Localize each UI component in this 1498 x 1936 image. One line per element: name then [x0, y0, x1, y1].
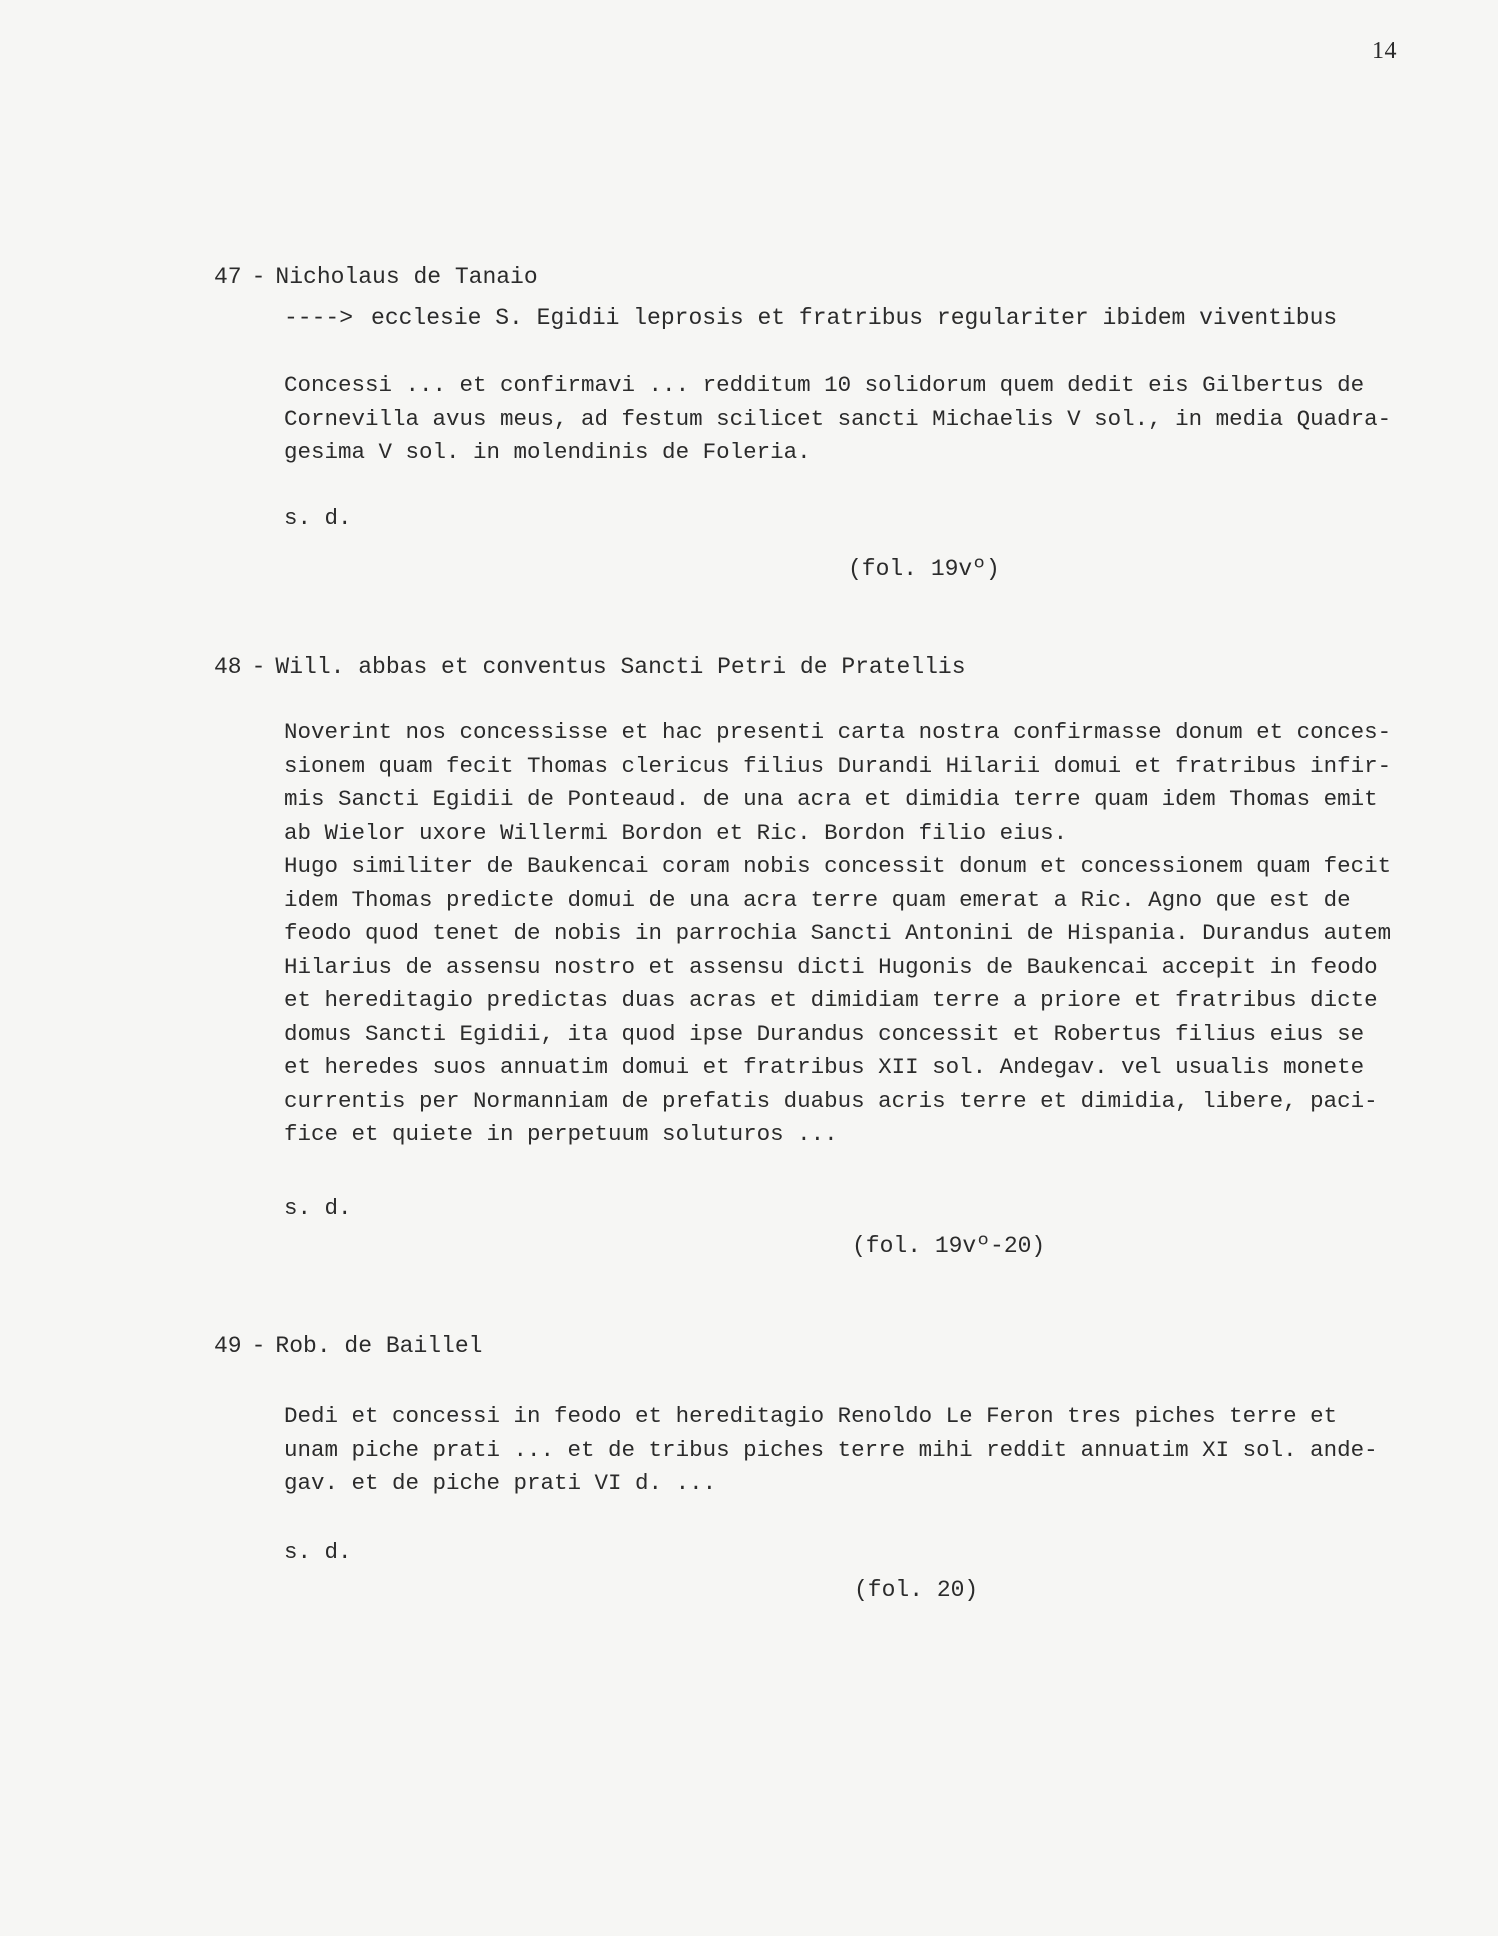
body-line: mis Sancti Egidii de Ponteaud. de una acra et dimidia terre quam idem Thomas emit	[284, 786, 1378, 812]
entry-47-folio: (fol. 19vº)	[848, 556, 1000, 582]
page-number: 14	[1372, 38, 1397, 64]
entry-48	[214, 651, 1474, 1225]
body-line: Dedi et concessi in feodo et hereditagio Renoldo Le Feron tres piches terre et	[284, 1403, 1338, 1429]
body-line: gesima V sol. in molendinis de Foleria.	[284, 439, 811, 465]
body-line: Noverint nos concessisse et hac presenti carta nostra confirmasse donum et conces-	[284, 719, 1392, 745]
entry-body	[284, 1400, 1459, 1501]
body-line: idem Thomas predicte domui de una acra terre quam emerat a Ric. Agno que est de	[284, 886, 1351, 913]
entry-heading	[214, 651, 1474, 684]
recipient-text: ecclesie S. Egidii leprosis et fratribus regulariter ibidem viventibus	[371, 305, 1338, 331]
entry-heading	[214, 261, 1474, 294]
entry-name: Nicholaus de Tanaio	[275, 264, 538, 290]
body-line: et heredes suos annuatim domui et fratribus XII sol. Andegav. vel usualis monete	[284, 1054, 1365, 1080]
body-line: ab Wielor uxore Willermi Bordon et Ric. Bordon filio eius.	[284, 819, 1068, 846]
body-line: Hilarius de assensu nostro et assensu dicti Hugonis de Baukencai accepit in feodo	[284, 953, 1378, 980]
entry-heading	[214, 1330, 1474, 1363]
entry-name: Will. abbas et conventus Sancti Petri de Pratellis	[275, 654, 966, 680]
body-line: Cornevilla avus meus, ad festum scilicet sancti Michaelis V sol., in media Quadra-	[284, 405, 1392, 432]
entry-48-folio: (fol. 19vº-20)	[852, 1233, 1046, 1259]
body-line: domus Sancti Egidii, ita quod ipse Durandus concessit et Robertus filius eius se	[284, 1020, 1365, 1047]
entry-49-folio: (fol. 20)	[854, 1577, 979, 1603]
entry-date: s. d.	[284, 504, 352, 531]
entry-number: 49	[214, 1333, 242, 1359]
entry-number: 47	[214, 264, 242, 290]
entry-name: Rob. de Baillel	[275, 1333, 483, 1359]
entry-49	[214, 1330, 1474, 1569]
body-line: fice et quiete in perpetuum soluturos ...	[284, 1121, 838, 1147]
entry-number: 48	[214, 654, 242, 680]
body-line: Concessi ... et confirmavi ... redditum 10 solidorum quem dedit eis Gilbertus de	[284, 372, 1365, 398]
entry-recipient	[284, 302, 1474, 335]
entry-47	[214, 261, 1474, 535]
entry-date: s. d.	[284, 1538, 352, 1565]
entry-date: s. d.	[284, 1194, 352, 1221]
entry-dash: -	[251, 1333, 266, 1359]
entry-body	[284, 716, 1459, 1152]
entry-body	[284, 369, 1459, 470]
body-line: sionem quam fecit Thomas clericus filius Durandi Hilarii domui et fratribus infir-	[284, 752, 1392, 779]
body-line: unam piche prati ... et de tribus piches terre mihi reddit annuatim XI sol. ande-	[284, 1436, 1378, 1463]
body-line: feodo quod tenet de nobis in parrochia Sancti Antonini de Hispania. Durandus autem	[284, 920, 1392, 946]
body-line: gav. et de piche prati VI d. ...	[284, 1470, 717, 1496]
entry-dash: -	[251, 264, 266, 290]
body-line: Hugo similiter de Baukencai coram nobis concessit donum et concessionem quam fecit	[284, 853, 1392, 879]
body-line: currentis per Normanniam de prefatis duabus acris terre et dimidia, libere, paci-	[284, 1087, 1378, 1114]
arrow-icon: ---->	[284, 305, 354, 331]
entry-dash: -	[251, 654, 266, 680]
body-line: et hereditagio predictas duas acras et dimidiam terre a priore et fratribus dicte	[284, 987, 1378, 1013]
